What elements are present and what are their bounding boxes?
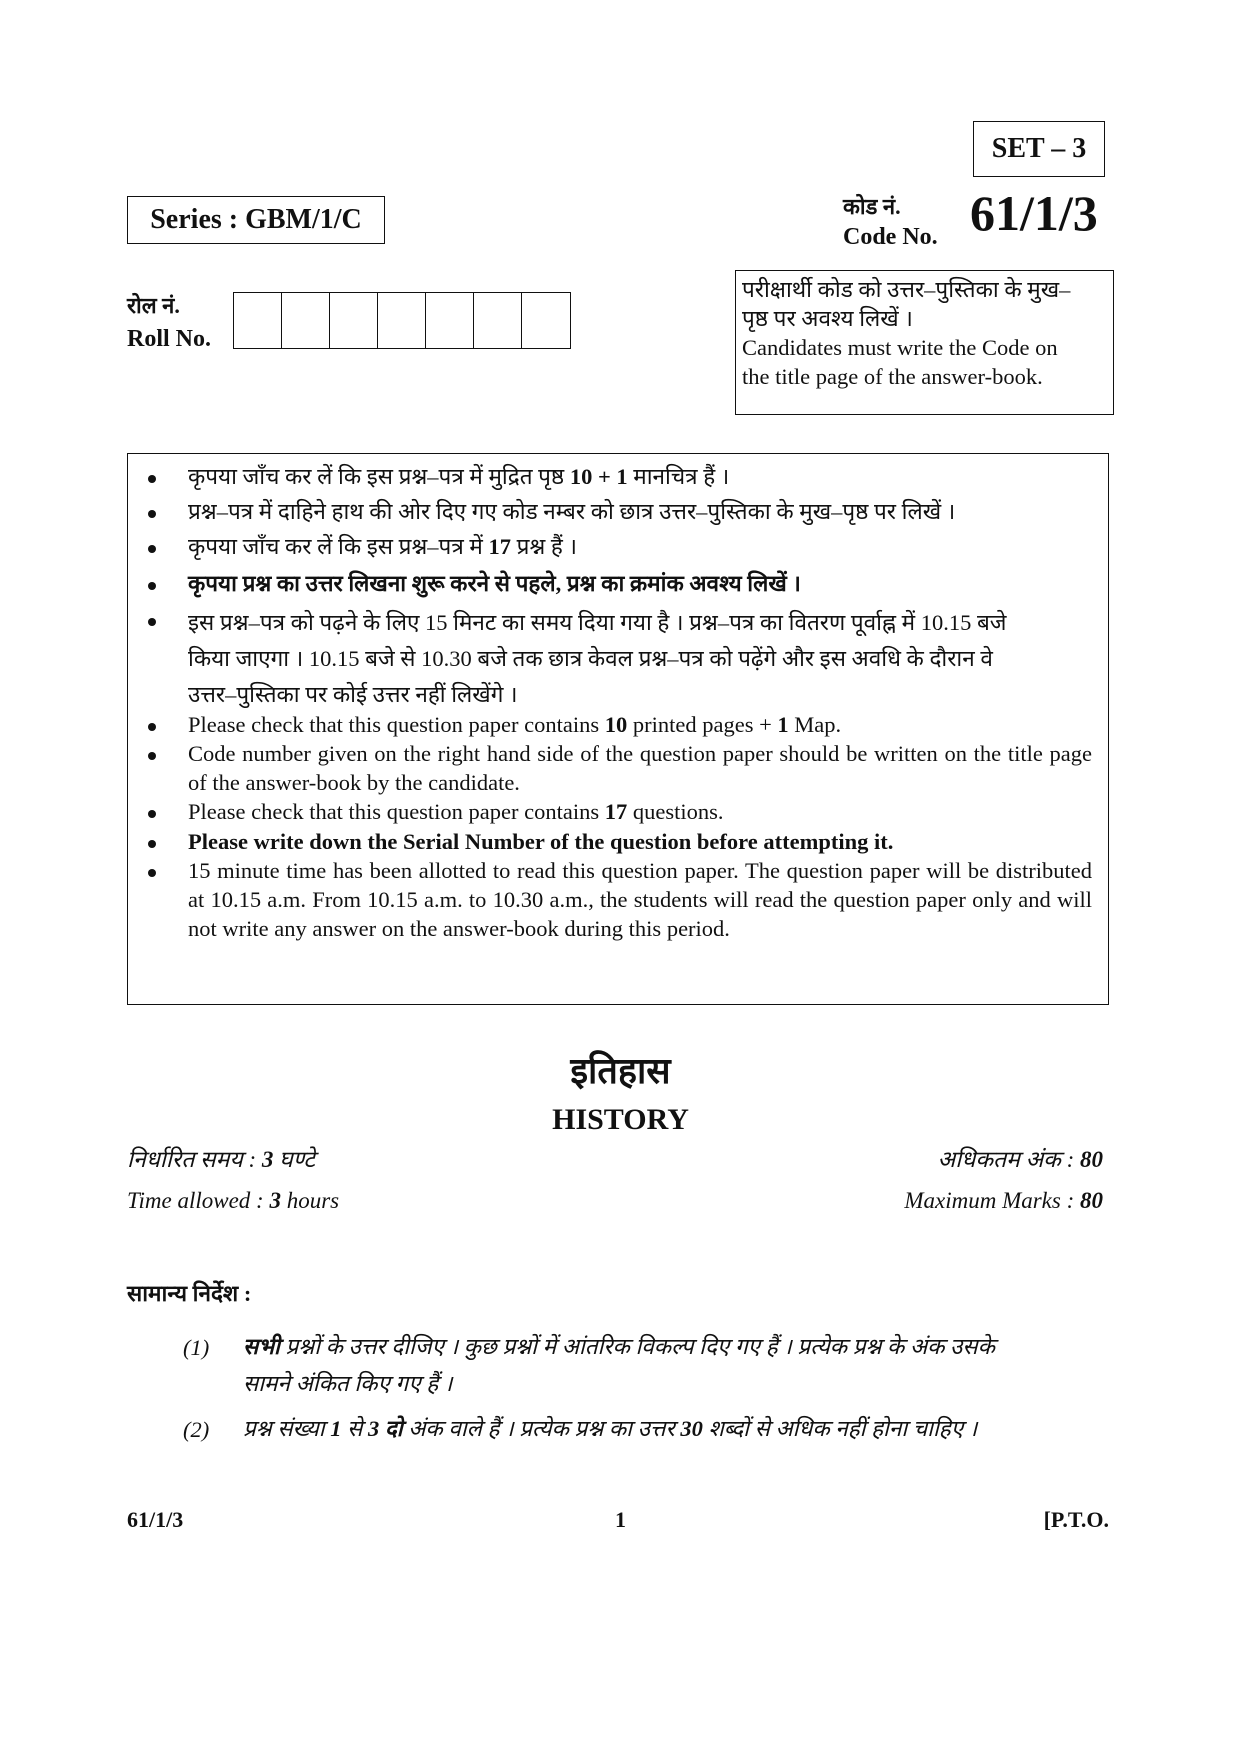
roll-number-cell[interactable] bbox=[234, 293, 282, 348]
code-label-hindi: कोड नं. bbox=[843, 194, 901, 219]
note-line: परीक्षार्थी कोड को उत्तर–पुस्तिका के मुख– bbox=[742, 277, 1071, 302]
note-line: Candidates must write the Code on bbox=[742, 335, 1058, 360]
bullet-icon bbox=[148, 582, 156, 590]
footer-code: 61/1/3 bbox=[127, 1507, 184, 1532]
series-label: Series : GBM/1/C bbox=[127, 196, 385, 244]
please-turn-over: [P.T.O. bbox=[1043, 1507, 1109, 1532]
bullet-icon bbox=[148, 510, 156, 518]
subject-title-hindi: इतिहास bbox=[570, 1051, 671, 1091]
instruction-hi-3: कृपया जाँच कर लें कि इस प्रश्न–पत्र में 17 प्रश्न हैं । bbox=[188, 534, 578, 559]
max-marks-hindi: अधिकतम अंक : 80 bbox=[937, 1147, 1103, 1172]
general-item-number: (1) bbox=[183, 1335, 210, 1360]
time-allowed: Time allowed : 3 hours bbox=[127, 1188, 340, 1213]
code-label: Code No. bbox=[843, 224, 938, 250]
general-instructions-heading: सामान्य निर्देश : bbox=[127, 1281, 252, 1306]
instruction-en-5: 15 minute time has been allotted to read this question paper. The question paper will be distributed at 10.15 a.m. From 10.15 a.m. to 10.30 a.m., the students will read the question paper only and will not write any answer on the answer-book during this period. bbox=[188, 858, 1092, 941]
general-item-2: प्रश्न संख्या 1 से 3 दो अंक वाले हैं । प्रत्येक प्रश्न का उत्तर 30 शब्दों से अधिक नहीं होना चाहिए । bbox=[243, 1416, 978, 1441]
bullet-icon bbox=[148, 618, 156, 626]
set-label: SET – 3 bbox=[973, 121, 1105, 177]
time-allowed-hindi: निर्धारित समय : 3 घण्टे bbox=[127, 1147, 315, 1172]
bullet-icon bbox=[148, 869, 156, 877]
code-number: 61/1/3 bbox=[970, 185, 1098, 241]
roll-number-cell[interactable] bbox=[378, 293, 426, 348]
candidate-code-note bbox=[735, 270, 1114, 415]
note-line: पृष्ठ पर अवश्य लिखें । bbox=[742, 306, 913, 331]
instruction-hi-4: कृपया प्रश्न का उत्तर लिखना शुरू करने से पहले, प्रश्न का क्रमांक अवश्य लिखें । bbox=[188, 571, 801, 596]
instruction-hi-5: इस प्रश्न–पत्र को पढ़ने के लिए 15 मिनट का समय दिया गया है । प्रश्न–पत्र का वितरण पूर्वाह्न में 10.15 बजे किया जाएगा । 10.15 बजे से 10.30 बजे तक छात्र केवल प्रश्न–पत्र को पढ़ेंगे और इस अवधि के दौरान वे उत्तर–पुस्तिका पर कोई उत्तर नहीं लिखेंगे । bbox=[188, 610, 1007, 707]
instruction-en-4: Please write down the Serial Number of the question before attempting it. bbox=[188, 829, 894, 854]
bullet-icon bbox=[148, 545, 156, 553]
bullet-icon bbox=[148, 810, 156, 818]
instruction-en-2: Code number given on the right hand side of the question paper should be written on the title page of the answer-book by the candidate. bbox=[188, 741, 1092, 795]
bullet-icon bbox=[148, 723, 156, 731]
bullet-icon bbox=[148, 752, 156, 760]
instruction-hi-2: प्रश्न–पत्र में दाहिने हाथ की ओर दिए गए कोड नम्बर को छात्र उत्तर–पुस्तिका के मुख–पृष्ठ पर लिखें । bbox=[188, 499, 956, 524]
roll-number-cell[interactable] bbox=[426, 293, 474, 348]
roll-label: Roll No. bbox=[127, 326, 211, 352]
page-number: 1 bbox=[615, 1507, 626, 1532]
roll-number-cell[interactable] bbox=[522, 293, 570, 348]
max-marks: Maximum Marks : 80 bbox=[904, 1188, 1103, 1213]
general-item-1: सभी प्रश्नों के उत्तर दीजिए । कुछ प्रश्नों में आंतरिक विकल्प दिए गए हैं । प्रत्येक प्रश्न के अंक उसके सामने अंकित किए गए हैं । bbox=[243, 1334, 995, 1396]
subject-title: HISTORY bbox=[552, 1103, 689, 1136]
roll-number-cell[interactable] bbox=[474, 293, 522, 348]
instruction-en-1: Please check that this question paper contains 10 printed pages + 1 Map. bbox=[188, 712, 842, 737]
roll-label-hindi: रोल नं. bbox=[127, 293, 180, 318]
roll-number-cell[interactable] bbox=[330, 293, 378, 348]
roll-number-boxes[interactable] bbox=[233, 292, 571, 349]
instruction-hi-1: कृपया जाँच कर लें कि इस प्रश्न–पत्र में मुद्रित पृष्ठ 10 + 1 मानचित्र हैं । bbox=[188, 464, 730, 489]
roll-number-cell[interactable] bbox=[282, 293, 330, 348]
note-line: the title page of the answer-book. bbox=[742, 364, 1043, 389]
bullet-icon bbox=[148, 840, 156, 848]
instruction-en-3: Please check that this question paper contains 17 questions. bbox=[188, 799, 724, 824]
instructions-box bbox=[127, 453, 1109, 1005]
bullet-icon bbox=[148, 475, 156, 483]
general-item-number: (2) bbox=[183, 1417, 210, 1442]
